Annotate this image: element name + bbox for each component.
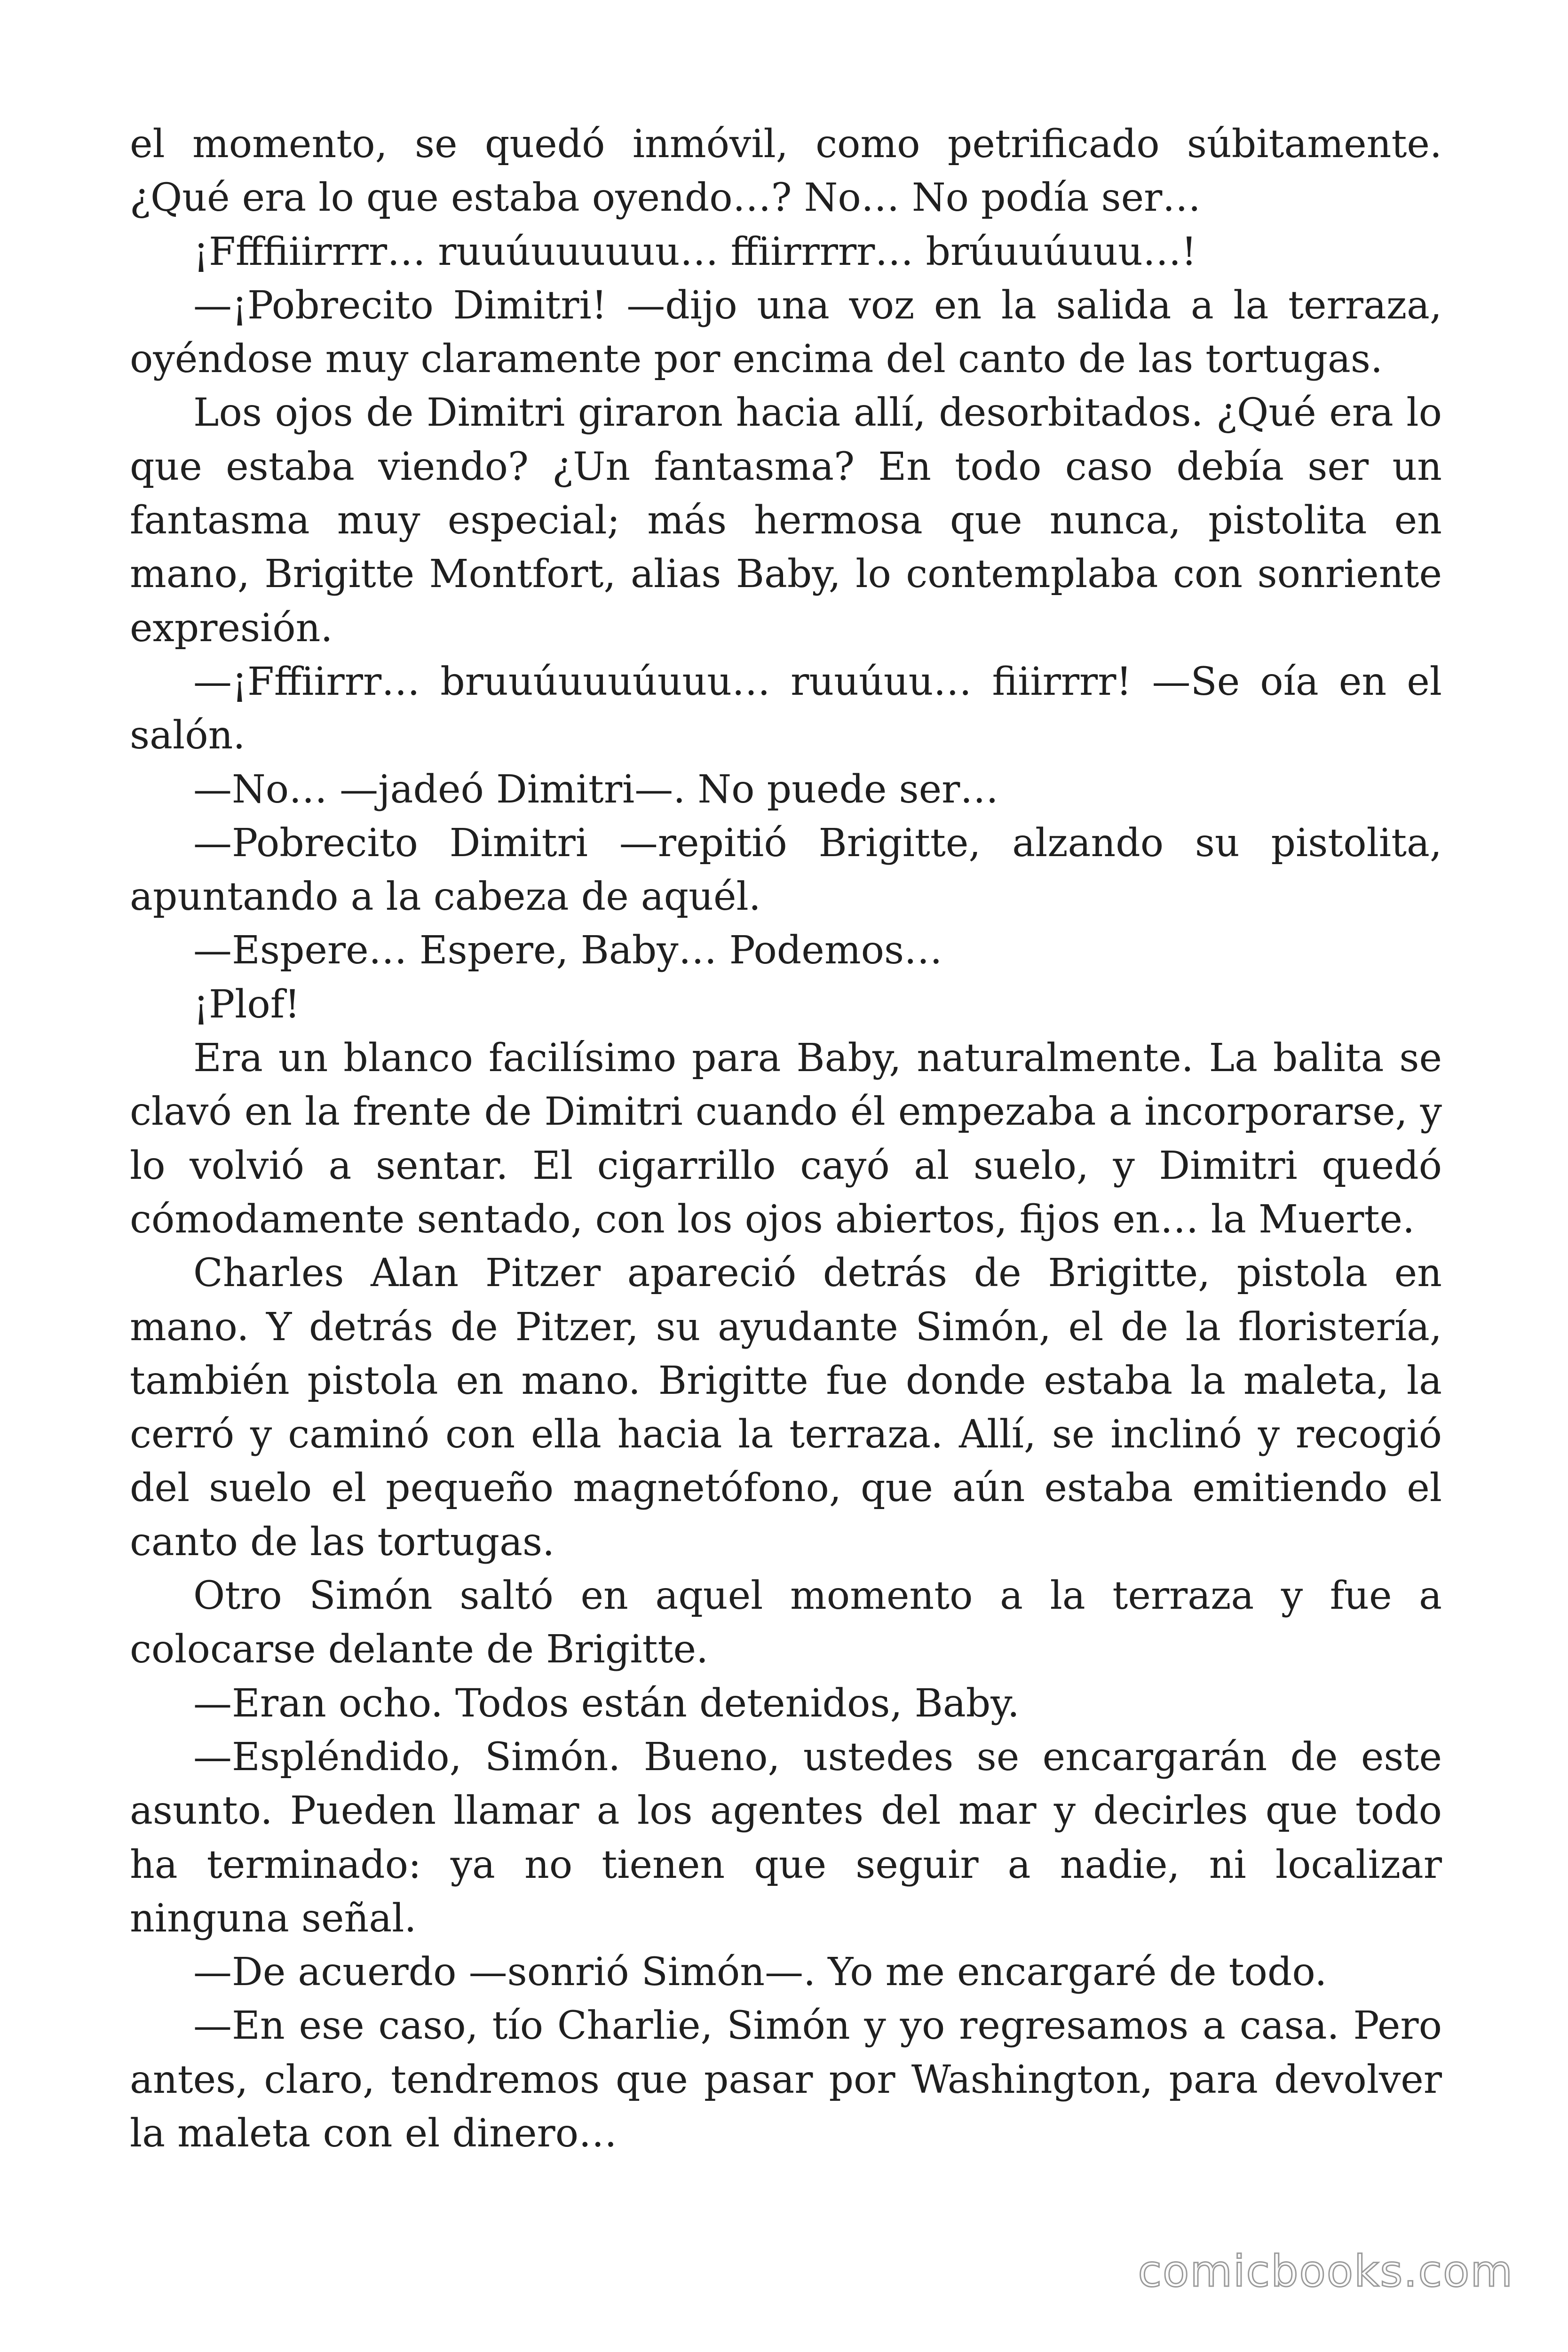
paragraph-3: —¡Pobrecito Dimitri! —dijo una voz en la salida a la terraza, oyéndose muy claramente por encima del canto de las tortugas. — [130, 283, 1442, 382]
paragraph-9: ¡Plof! — [193, 982, 301, 1027]
paragraph-10: Era un blanco facilísimo para Baby, naturalmente. La balita se clavó en la frente de Dimitri cuando él empezaba a incorporarse, y lo volvió a sentar. El cigarrillo cayó al suelo, y Dimitri quedó cómodamente sentado, con los ojos abiertos, fijos en… la Muerte. — [130, 1036, 1442, 1242]
paragraph-11: Charles Alan Pitzer apareció detrás de Brigitte, pistola en mano. Y detrás de Pitzer, su ayudante Simón, el de la floristería, también pistola en mano. Brigitte fue donde estaba la maleta, la cerró y caminó con ella hacia la terraza. Allí, se inclinó y recogió del suelo el pequeño magnetófono, que aún estaba emitiendo el canto de las tortugas. — [130, 1251, 1442, 1565]
paragraph-1: el momento, se quedó inmóvil, como petrificado súbitamente. ¿Qué era lo que estaba oyendo…? No… No podía ser… — [130, 122, 1442, 221]
paragraph-5: —¡Fffiirrr… bruuúuuuúuuu… ruuúuu… fiiirrrr! —Se oía en el salón. — [130, 659, 1442, 758]
paragraph-16: —En ese caso, tío Charlie, Simón y yo regresamos a casa. Pero antes, claro, tendremos que pasar por Washington, para devolver la maleta con el dinero… — [130, 2003, 1442, 2156]
paragraph-12: Otro Simón saltó en aquel momento a la terraza y fue a colocarse delante de Brigitte. — [130, 1573, 1442, 1672]
paragraph-8: —Espere… Espere, Baby… Podemos… — [193, 928, 943, 973]
paragraph-7: —Pobrecito Dimitri —repitió Brigitte, alzando su pistolita, apuntando a la cabeza de aquél. — [130, 820, 1442, 920]
page-text — [130, 118, 1442, 2161]
watermark: comicbooks.com — [1138, 2246, 1513, 2296]
paragraph-2: ¡Ffffiiirrrr… ruuúuuuuuu… ffiirrrrr… brúuuúuuu…! — [193, 229, 1197, 274]
paragraph-15: —De acuerdo —sonrió Simón—. Yo me encargaré de todo. — [193, 1950, 1327, 1995]
paragraph-6: —No… —jadeó Dimitri—. No puede ser… — [193, 767, 999, 812]
paragraph-4: Los ojos de Dimitri giraron hacia allí, desorbitados. ¿Qué era lo que estaba viendo? ¿Un fantasma? En todo caso debía ser un fantasma muy especial; más hermosa que nunca, pistolita en mano, Brigitte Montfort, alias Baby, lo contemplaba con sonriente expresión. — [130, 390, 1442, 651]
paragraph-13: —Eran ocho. Todos están detenidos, Baby. — [193, 1681, 1020, 1726]
paragraph-14: —Espléndido, Simón. Bueno, ustedes se encargarán de este asunto. Pueden llamar a los agentes del mar y decirles que todo ha terminado: ya no tienen que seguir a nadie, ni localizar ninguna señal. — [130, 1734, 1442, 1941]
